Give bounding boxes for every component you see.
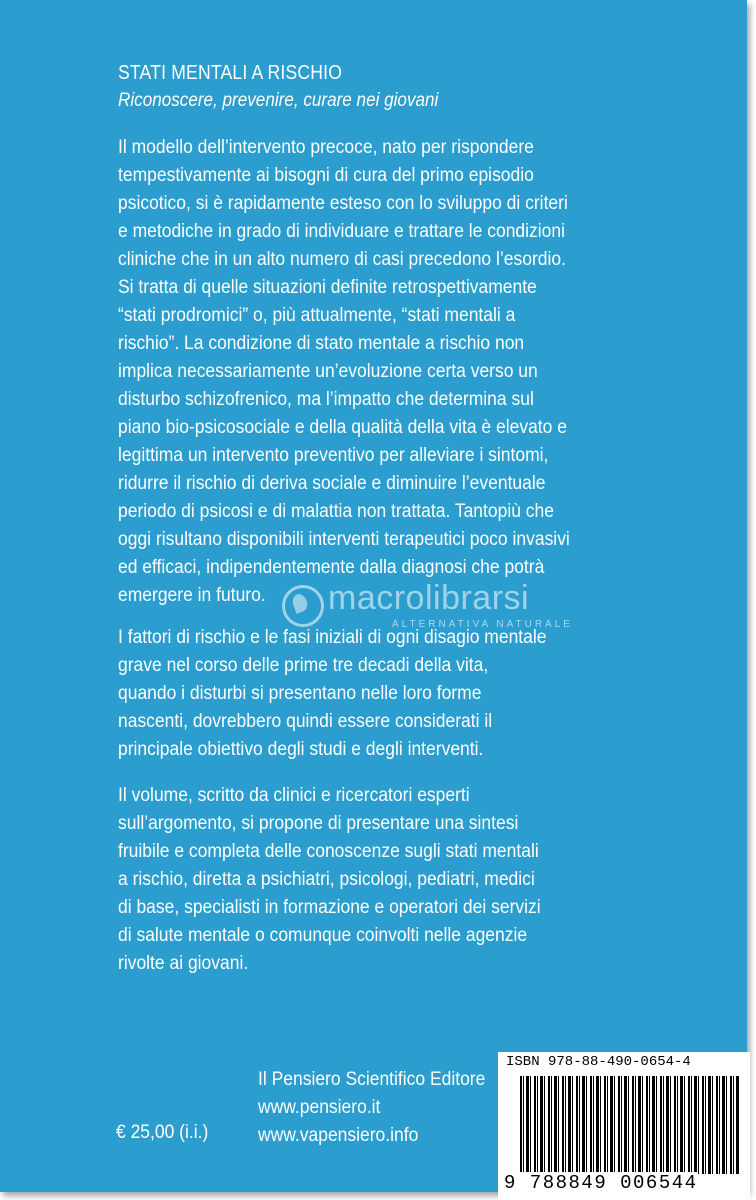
book-title: STATI MENTALI A RISCHIO bbox=[118, 62, 343, 84]
book-subtitle: Riconoscere, prevenire, curare nei giovani bbox=[118, 90, 439, 111]
publisher-name: Il Pensiero Scientifico Editore bbox=[258, 1069, 486, 1090]
ean-digits: 9 788849 006544 bbox=[504, 1172, 698, 1194]
price: € 25,00 (i.i.) bbox=[116, 1122, 209, 1143]
barcode-box bbox=[498, 1052, 750, 1200]
barcode-icon bbox=[520, 1076, 740, 1174]
isbn-label: ISBN 978-88-490-0654-4 bbox=[506, 1054, 691, 1070]
publisher-website-2: www.vapensiero.info bbox=[258, 1125, 419, 1146]
publisher-block bbox=[258, 1066, 485, 1150]
publisher-website-1: www.pensiero.it bbox=[258, 1097, 381, 1118]
blurb-paragraph-2: I fattori di rischio e le fasi iniziali di ogni disagio mentale grave nel corso delle prime tre decadi della vita, quando i disturbi si presentano nelle loro forme nascenti, dovrebbero quindi essere considerati il principale obiettivo degli studi e degli interventi. bbox=[118, 627, 547, 760]
watermark-tagline: ALTERNATIVA NATURALE bbox=[392, 619, 573, 630]
blurb-paragraph-3: Il volume, scritto da clinici e ricercatori esperti sull’argomento, si propone di presentare una sintesi fruibile e completa delle conoscenze sugli stati mentali a rischio, diretta a psichiatri, psicologi, pediatri, medici di base, specialisti in formazione e operatori dei servizi di salute mentale o comunque coinvolti nelle agenzie rivolte ai giovani. bbox=[118, 785, 541, 974]
watermark-name: macrolibrarsi bbox=[328, 579, 530, 617]
blurb-paragraph-1: Il modello dell’intervento precoce, nato per rispondere tempestivamente ai bisogni di cura del primo episodio psicotico, si è rapidamente esteso con lo sviluppo di criteri e metodiche in grado di individuare e trattare le condizioni cliniche che in un alto numero di casi precedono l’esordio. Si tratta di quelle situazioni definite retrospettivamente “stati prodromici” o, più attualmente, “stati mentali a rischio”. La condizione di stato mentale a rischio non implica necessariamente un’evoluzione certa verso un disturbo schizofrenico, ma l’impatto che determina sul piano bio-psicosociale e della qualità della vita è elevato e legittima un intervento preventivo per alleviare i sintomi, ridurre il rischio di deriva sociale e diminuire l’eventuale periodo di psicosi e di malattia non trattata. Tantopiù che oggi risultano disponibili interventi terapeutici poco invasivi ed efficaci, indipendentemente dalla diagnosi che potrà emergere in futuro. bbox=[118, 137, 570, 606]
